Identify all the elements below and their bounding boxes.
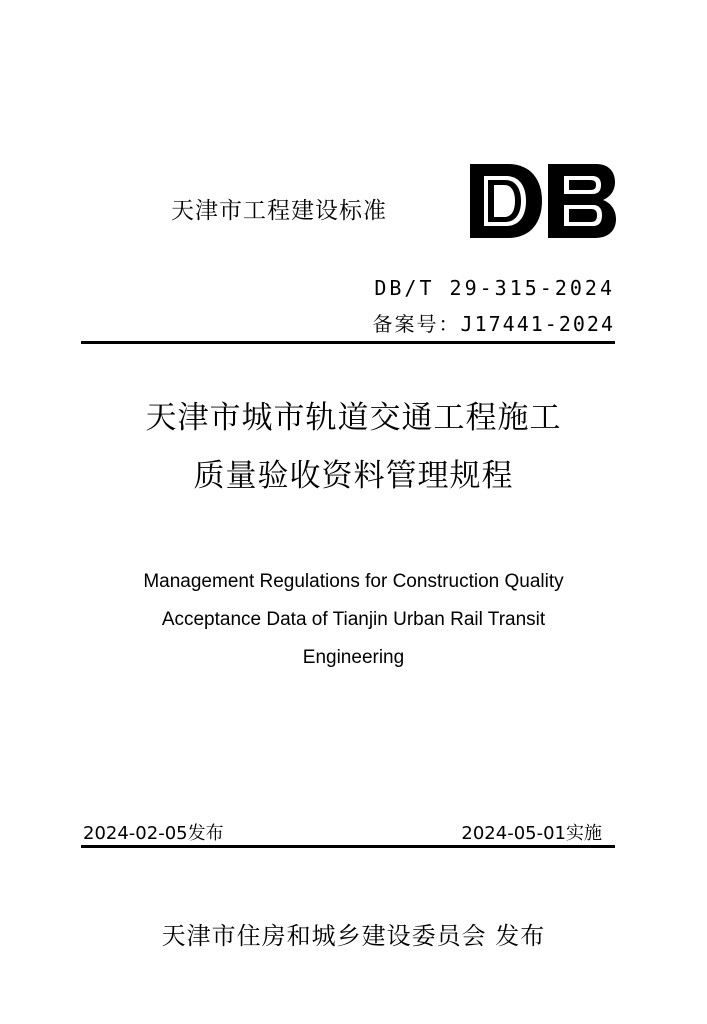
chinese-title-line-1: 天津市城市轨道交通工程施工 bbox=[145, 400, 562, 436]
bottom-divider bbox=[81, 845, 615, 848]
top-divider bbox=[81, 341, 615, 344]
publisher: 天津市住房和城乡建设委员会 发布 bbox=[161, 922, 546, 950]
logo-letter-d bbox=[470, 164, 542, 238]
english-title-line-2: Acceptance Data of Tianjin Urban Rail Transit bbox=[161, 609, 546, 630]
english-title-line-3: Engineering bbox=[302, 647, 405, 668]
chinese-title-line-2: 质量验收资料管理规程 bbox=[193, 458, 514, 494]
logo-letter-b bbox=[548, 164, 616, 238]
english-title-line-1: Management Regulations for Construction Quality bbox=[143, 571, 564, 592]
db-logo bbox=[468, 160, 618, 242]
implementation-date: 2024-05-01实施 bbox=[461, 823, 602, 844]
issue-date: 2024-02-05发布 bbox=[83, 823, 224, 844]
standard-series-title: 天津市工程建设标准 bbox=[171, 198, 387, 224]
standard-code: DB/T 29-315-2024 bbox=[374, 276, 615, 300]
record-number: 备案号：J17441-2024 bbox=[372, 312, 615, 336]
